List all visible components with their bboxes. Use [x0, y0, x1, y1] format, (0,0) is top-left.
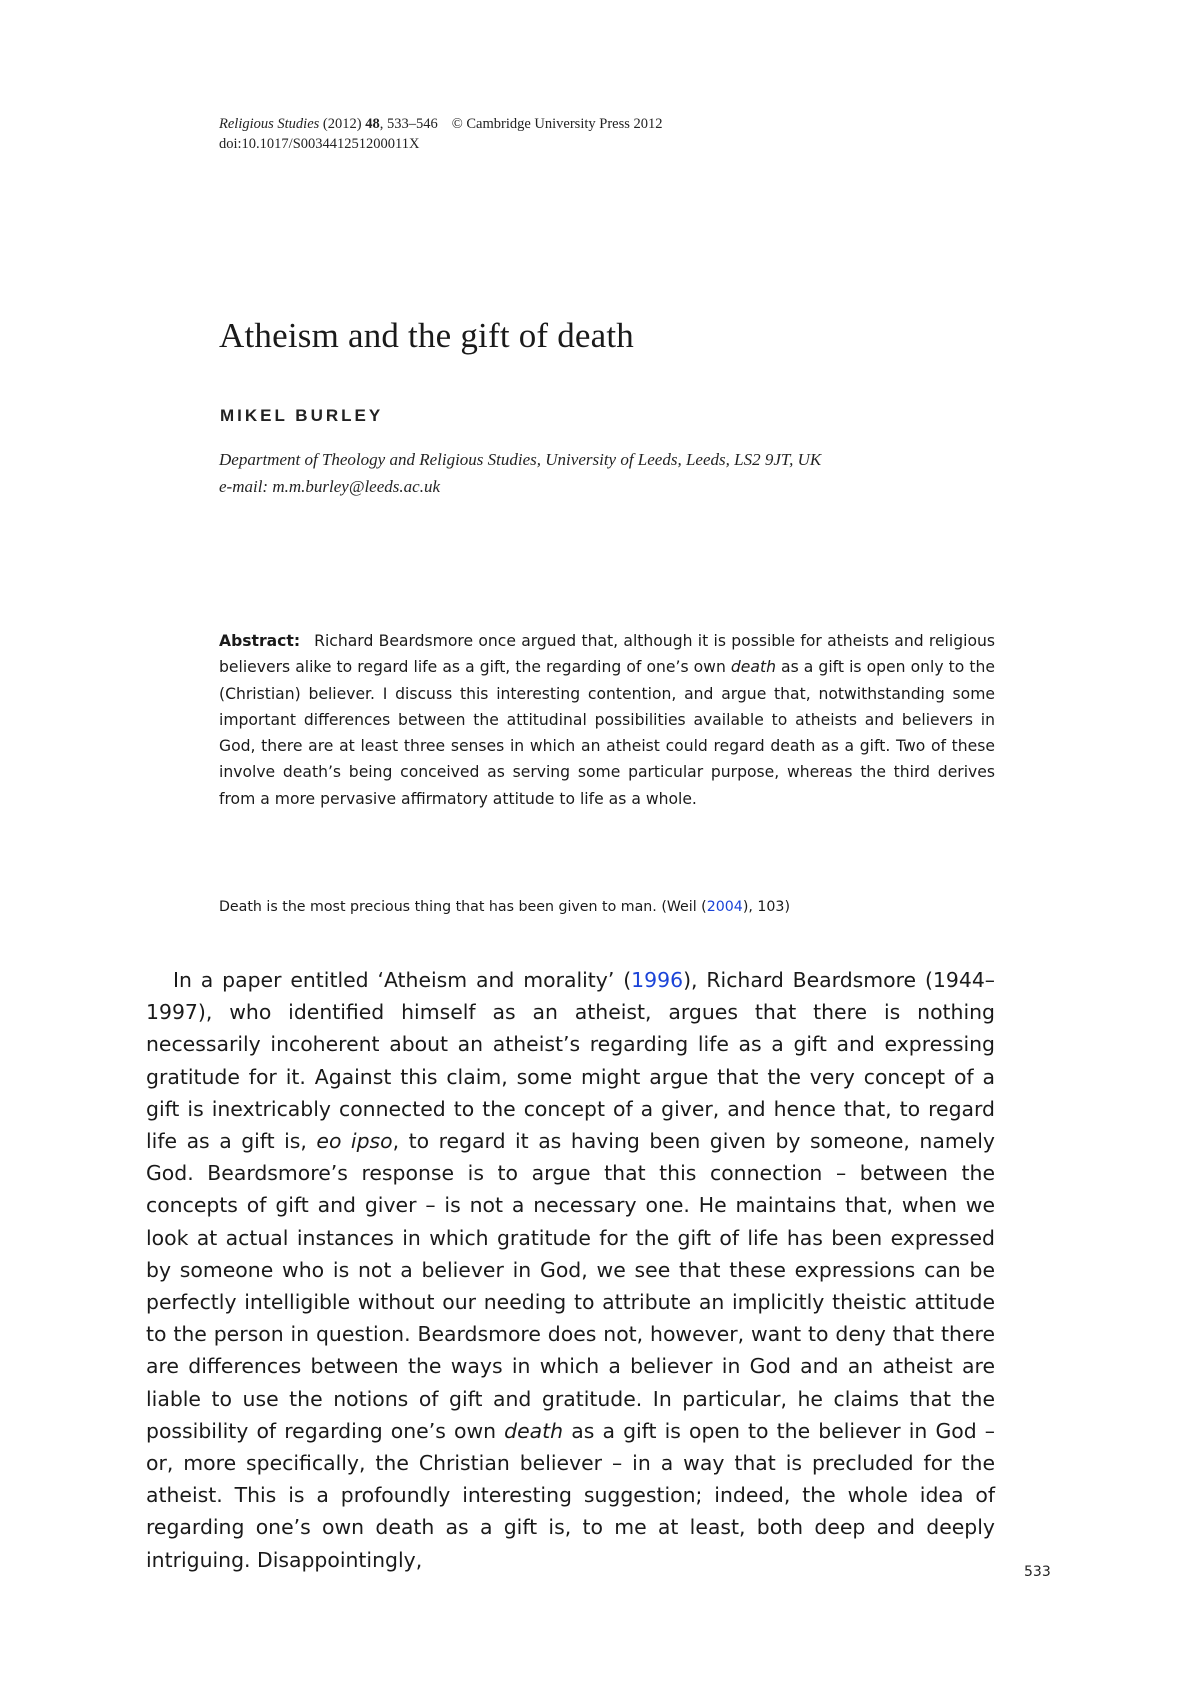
body-paragraph — [146, 964, 995, 1576]
reference-link[interactable]: 1996 — [631, 968, 684, 992]
epigraph-suffix: ), 103) — [742, 899, 790, 915]
abstract-emphasis: death — [730, 658, 776, 677]
body-text-segment: as a gift is open to the believer in God – or, more specifically, the Christian believer – in a way that is precluded for the atheist. This is a profoundly interesting suggestion; indeed, the whole idea of regarding one’s own death as a gift is, to me at least, both deep and deeply intriguing. Disappointingly, — [146, 1418, 995, 1572]
abstract-label: Abstract: — [219, 632, 301, 650]
affiliation: Department of Theology and Religious Studies, University of Leeds, Leeds, LS2 9JT, UK — [219, 450, 822, 469]
page-number: 533 — [1024, 1564, 1051, 1580]
journal-name: Religious Studies — [219, 116, 320, 132]
author-name: MIKEL BURLEY — [220, 406, 384, 425]
journal-pages: , 533–546 — [379, 116, 438, 132]
epigraph-quote: Death is the most precious thing that has been given to man. (Weil ( — [219, 899, 707, 915]
copyright-notice: © Cambridge University Press 2012 — [451, 116, 663, 132]
citation-header — [219, 114, 663, 154]
body-text-segment: In a paper entitled ‘Atheism and morality’ ( — [173, 968, 632, 992]
abstract-text-part-2: as a gift is open only to the (Christian) believer. I discuss this interesting contention, and argue that, notwithstanding some important differences between the attitudinal possibilities available to atheists and believers in God, there are at least three senses in which an atheist could regard death as a gift. Two of these involve death’s being conceived as serving some particular purpose, whereas the third derives from a more pervasive affirmatory attitude to life as a whole. — [219, 658, 995, 808]
author-affiliation-block — [219, 446, 821, 500]
epigraph-reference-link[interactable]: 2004 — [706, 899, 743, 915]
citation-line — [219, 114, 663, 134]
italic-term: eo ipso — [316, 1129, 393, 1154]
doi: doi:10.1017/S003441251200011X — [219, 136, 420, 152]
italic-term: death — [504, 1418, 564, 1443]
epigraph — [219, 896, 790, 918]
article-title: Atheism and the gift of death — [219, 316, 634, 355]
body-text-segment: ), Richard Beardsmore (1944–1997), who identified himself as an atheist, argues that there is nothing necessarily incoherent about an atheist’s regarding life as a gift and expressing gratitude for it. Against this claim, some might argue that the very concept of a gift is inextricably connected to the concept of a giver, and hence that, to regard life as a gift is, — [146, 968, 995, 1154]
abstract-text-part-1: Richard Beardsmore once argued that, although it is possible for atheists and religious believers alike to regard life as a gift, the regarding of one’s own — [219, 632, 995, 677]
body-text-segment: , to regard it as having been given by someone, namely God. Beardsmore’s response is to argue that this connection – between the concepts of gift and giver – is not a necessary one. He maintains that, when we look at actual instances in which gratitude for the gift of life has been expressed by someone who is not a believer in God, we see that these expressions can be perfectly intelligible without our needing to attribute an implicitly theistic attitude to the person in question. Beardsmore does not, however, want to deny that there are differences between the ways in which a believer in God and an atheist are liable to use the notions of gift and gratitude. In particular, he claims that the possibility of regarding one’s own — [146, 1129, 995, 1443]
abstract — [219, 628, 995, 812]
journal-volume: 48 — [365, 116, 380, 132]
author-email: e-mail: m.m.burley@leeds.ac.uk — [219, 477, 440, 496]
journal-year: (2012) — [319, 116, 366, 132]
